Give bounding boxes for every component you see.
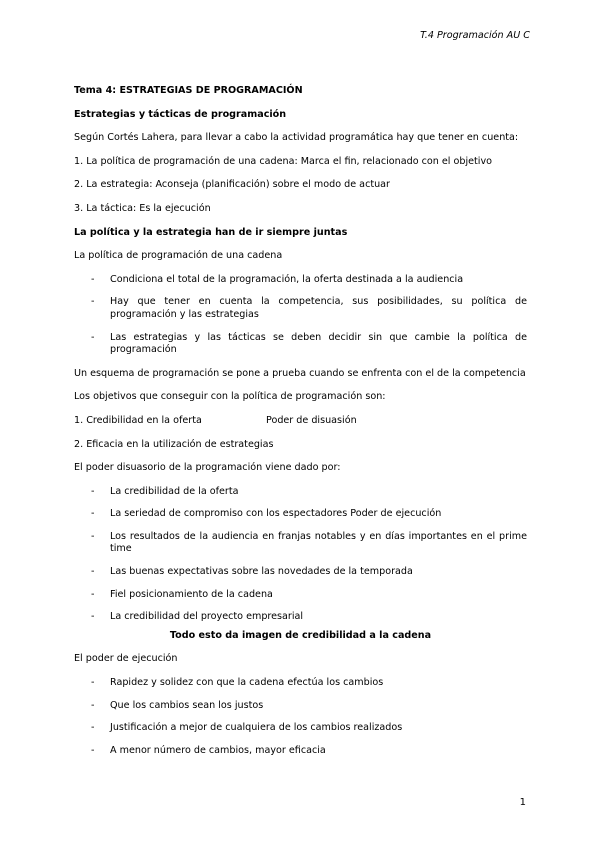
document-body [74, 85, 527, 768]
intro-paragraph: Según Cortés Lahera, para llevar a cabo la actividad programática hay que tener en cuenta: [74, 132, 519, 144]
list-item: - Hay que tener en cuenta la competencia, sus posibilidades, su política de programación y las estrategias [74, 296, 527, 321]
numbered-item: 2. Eficacia en la utilización de estrategias [74, 438, 274, 450]
list-item: - Fiel posicionamiento de la cadena [74, 589, 527, 602]
objective-text: 1. Credibilidad en la oferta [74, 414, 202, 426]
dash-list [74, 677, 527, 757]
section-heading: Estrategias y tácticas de programación [74, 108, 287, 120]
paragraph: Los objetivos que conseguir con la política de programación son: [74, 391, 386, 403]
paragraph: El poder disuasorio de la programación viene dado por: [74, 462, 341, 474]
list-item: - Las estrategias y las tácticas se deben decidir sin que cambie la política de programación [74, 332, 527, 357]
list-item: - La seriedad de compromiso con los espectadores Poder de ejecución [74, 508, 527, 521]
list-item: - La credibilidad del proyecto empresarial [74, 611, 527, 624]
dash-list [74, 274, 527, 357]
page-title: Tema 4: ESTRATEGIAS DE PROGRAMACIÓN [74, 85, 303, 96]
paragraph: Un esquema de programación se pone a prueba cuando se enfrenta con el de la competencia [74, 367, 526, 379]
numbered-item: 1. La política de programación de una cadena: Marca el fin, relacionado con el objetivo [74, 155, 493, 167]
section-heading: La política y la estrategia han de ir siempre juntas [74, 226, 348, 238]
emphasis-line: Todo esto da imagen de credibilidad a la cadena [169, 629, 432, 641]
list-item: - La credibilidad de la oferta [74, 486, 527, 499]
list-item: - Rapidez y solidez con que la cadena efectúa los cambios [74, 677, 527, 690]
list-item: - A menor número de cambios, mayor eficacia [74, 745, 527, 758]
list-item: - Los resultados de la audiencia en franjas notables y en días importantes en el prime time [74, 531, 527, 556]
dash-list [74, 486, 527, 624]
paragraph: La política de programación de una cadena [74, 250, 283, 262]
page-header: T.4 Programación AU C [420, 30, 530, 41]
list-item: - Justificación a mejor de cualquiera de los cambios realizados [74, 722, 527, 735]
numbered-item: 2. La estrategia: Aconseja (planificación) sobre el modo de actuar [74, 179, 391, 191]
list-item: - Que los cambios sean los justos [74, 700, 527, 713]
objective-note: Poder de disuasión [266, 414, 357, 426]
list-item: - Condiciona el total de la programación, la oferta destinada a la audiencia [74, 274, 527, 287]
list-item: - Las buenas expectativas sobre las novedades de la temporada [74, 566, 527, 579]
numbered-item: 3. La táctica: Es la ejecución [74, 202, 211, 214]
paragraph: El poder de ejecución [74, 653, 178, 665]
numbered-item [74, 415, 527, 428]
page-number: 1 [519, 797, 526, 808]
